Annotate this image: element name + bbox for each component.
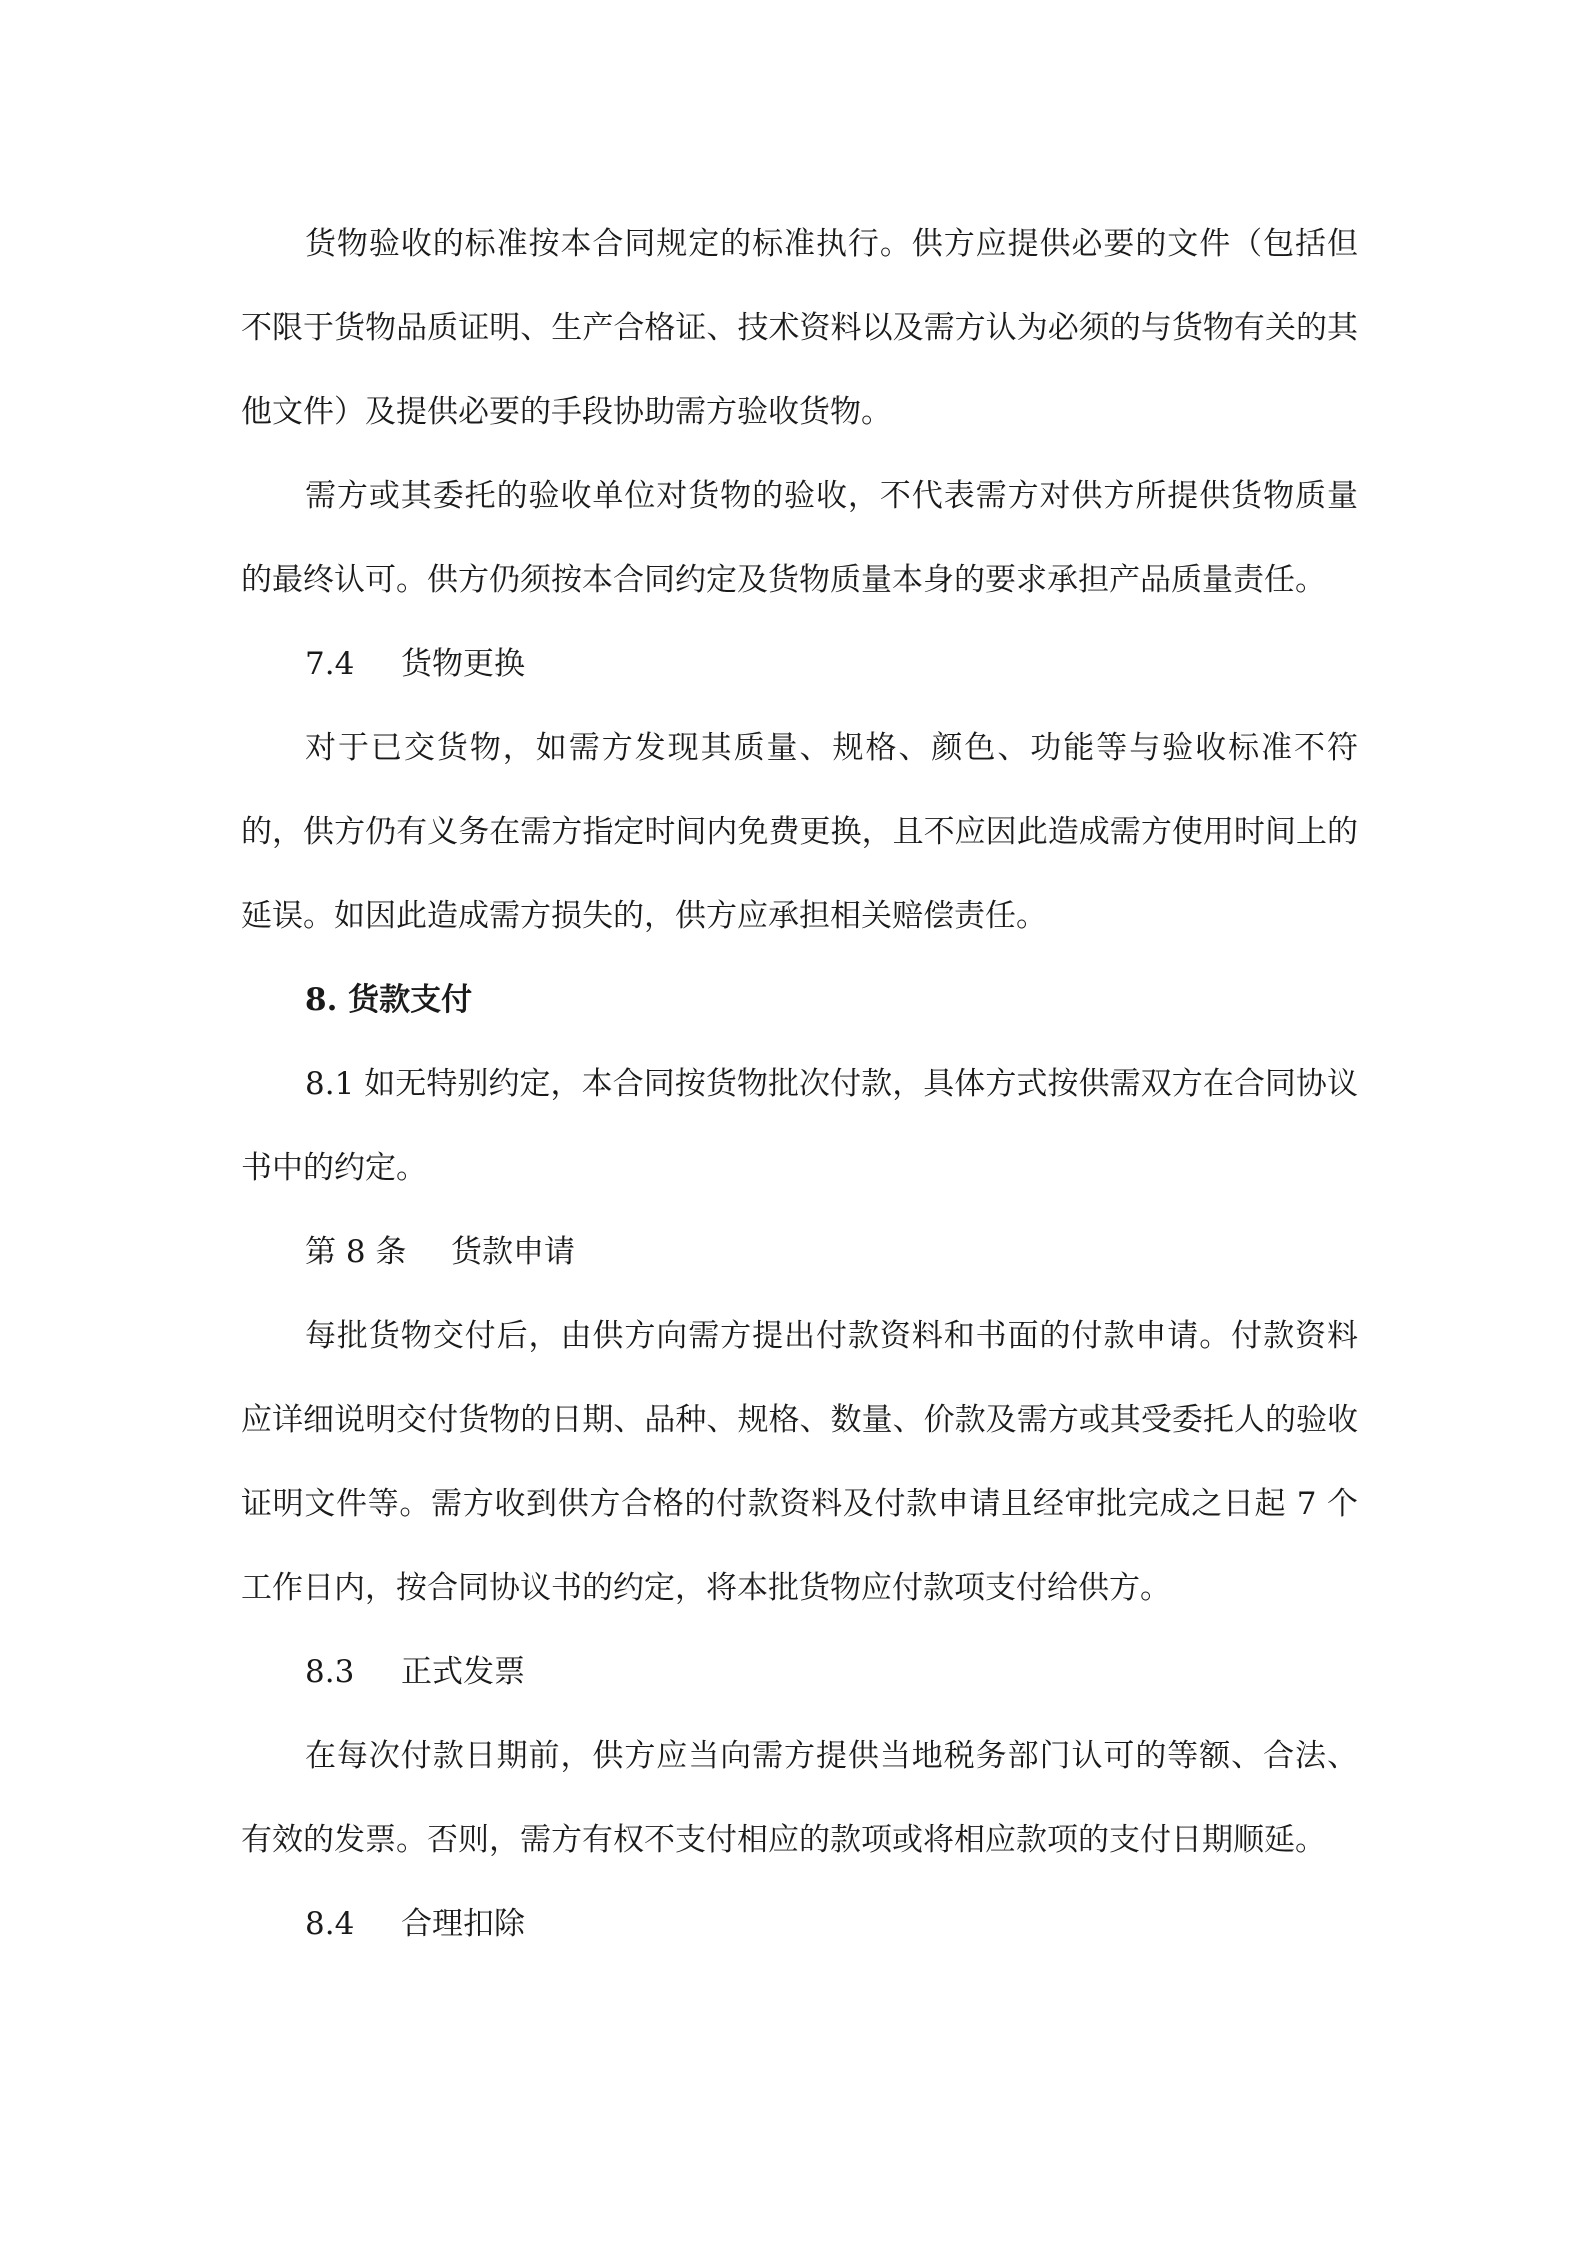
paragraph-payment-application: 每批货物交付后，由供方向需方提出付款资料和书面的付款申请。付款资料应详细说明交付货物的日期、品种、规格、数量、价款及需方或其受委托人的验收证明文件等。需方收到供方合格的付款资料及付款申请且经审批完成之日起 7 个工作日内，按合同协议书的约定，将本批货物应付款项支付给供方。 bbox=[241, 1318, 1358, 1606]
paragraph-inspection-standard: 货物验收的标准按本合同规定的标准执行。供方应提供必要的文件（包括但不限于货物品质证明、生产合格证、技术资料以及需方认为必须的与货物有关的其他文件）及提供必要的手段协助需方验收货物。 bbox=[241, 226, 1358, 430]
heading-8-4 bbox=[241, 1882, 1358, 1966]
paragraph-8-1: 8.1 如无特别约定，本合同按货物批次付款，具体方式按供需双方在合同协议书中的约定。 bbox=[241, 1066, 1358, 1186]
heading-number: 第 8 条 bbox=[305, 1234, 407, 1270]
heading-title: 合理扣除 bbox=[401, 1906, 525, 1942]
heading-title: 正式发票 bbox=[401, 1654, 525, 1690]
heading-7-4 bbox=[241, 622, 1358, 706]
heading-title: 货物更换 bbox=[401, 646, 525, 682]
paragraph-inspection-not-final: 需方或其委托的验收单位对货物的验收，不代表需方对供方所提供货物质量的最终认可。供方仍须按本合同约定及货物质量本身的要求承担产品质量责任。 bbox=[241, 478, 1358, 598]
heading-title: 货款申请 bbox=[451, 1234, 575, 1270]
paragraph-invoice: 在每次付款日期前，供方应当向需方提供当地税务部门认可的等额、合法、有效的发票。否则，需方有权不支付相应的款项或将相应款项的支付日期顺延。 bbox=[241, 1738, 1358, 1858]
heading-number: 8.3 bbox=[305, 1654, 355, 1690]
document-body bbox=[241, 202, 1358, 1966]
heading-number: 8.4 bbox=[305, 1906, 355, 1942]
heading-article-8 bbox=[241, 1210, 1358, 1294]
section-title-payment: 8. 货款支付 bbox=[305, 982, 473, 1018]
heading-8-3 bbox=[241, 1630, 1358, 1714]
heading-number: 7.4 bbox=[305, 646, 355, 682]
paragraph-goods-replacement: 对于已交货物，如需方发现其质量、规格、颜色、功能等与验收标准不符的，供方仍有义务在需方指定时间内免费更换，且不应因此造成需方使用时间上的延误。如因此造成需方损失的，供方应承担相关赔偿责任。 bbox=[241, 730, 1358, 934]
